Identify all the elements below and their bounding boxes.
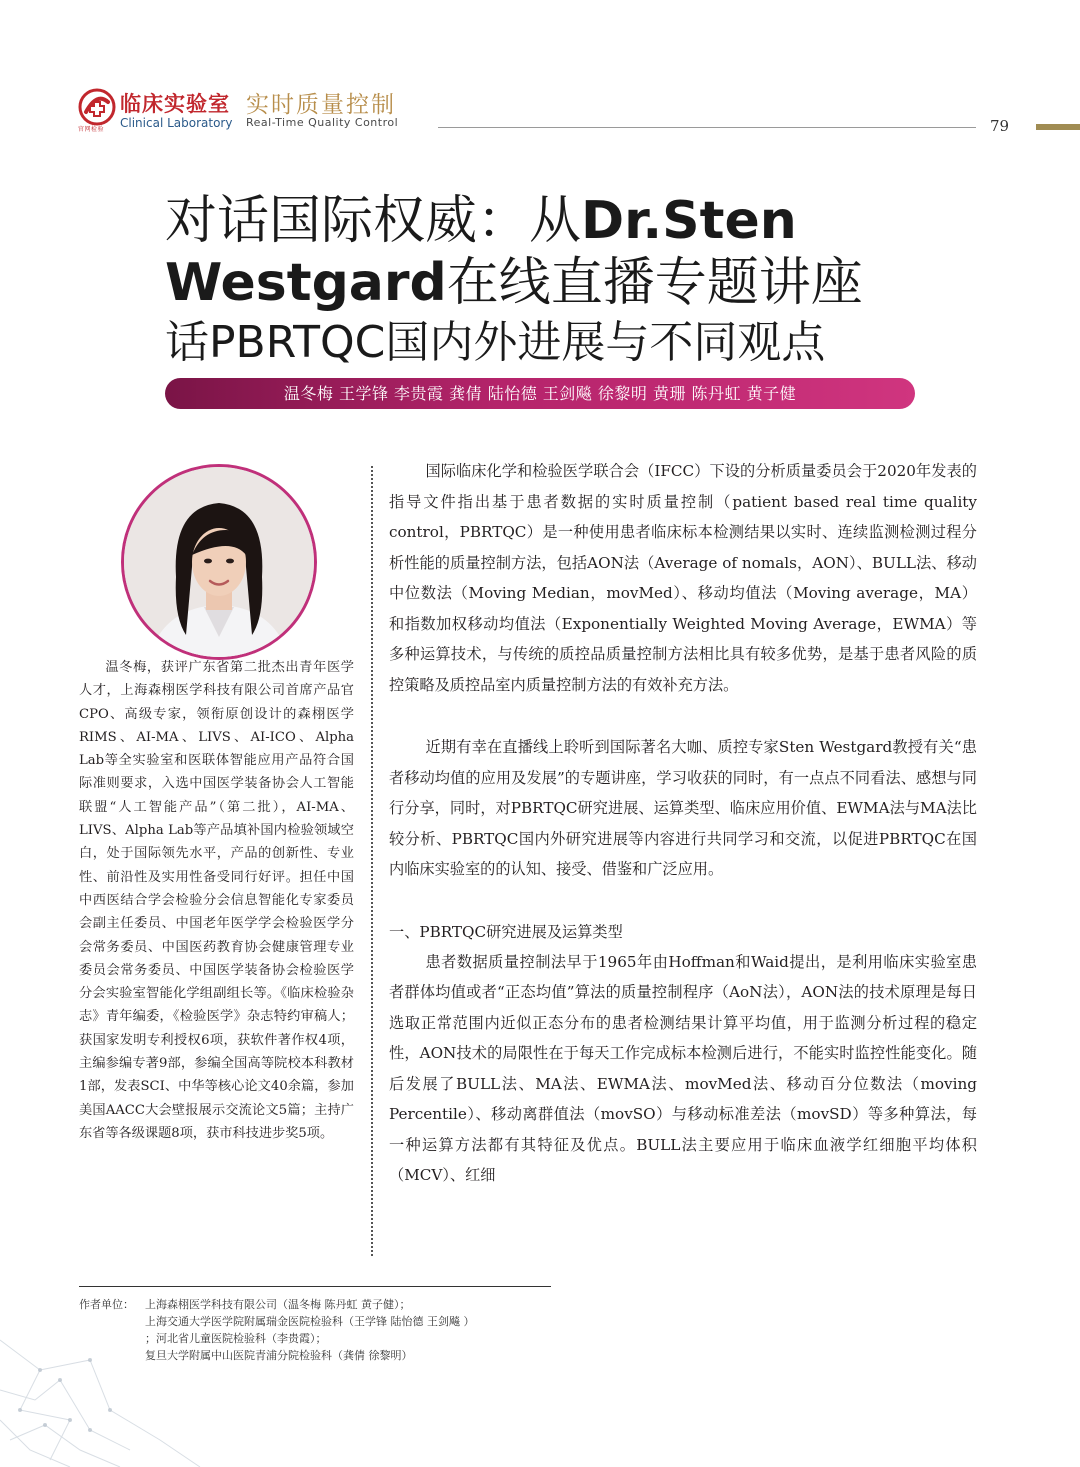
author-list: 温冬梅 王学锋 李贵霞 龚倩 陆怡德 王剑飚 徐黎明 黄珊 陈丹虹 黄子健	[165, 378, 915, 409]
author-portrait	[121, 464, 317, 660]
body-paragraph-1: 国际临床化学和检验医学联合会（IFCC）下设的分析质量委员会于2020年发表的指导文件指出基于患者数据的实时质量控制（patient based real time quality control，PBRTQC）是一种使用患者临床标本检测结果以实时、连续监测检测过程分析性能的质量控制方法，包括AON法（Average of nomals，AON）、BULL法、移动中位数法（Moving Median，movMed）、移动均值法（Moving average，MA）和指数加权移动均值法（Exponentially Weighted Moving Average，EWMA）等多种运算技术，与传统的质控品质量控制方法相比具有较多优势，是基于患者风险的质控策略及质控品室内质量控制方法的有效补充方法。	[389, 462, 977, 694]
title-line-1	[165, 190, 965, 252]
affiliation-line: 复旦大学附属中山医院青浦分院检验科（龚倩 徐黎明）	[145, 1349, 413, 1362]
brand-name-cn: 临床实验室	[120, 92, 230, 116]
article-title	[165, 190, 965, 372]
article-body	[389, 456, 977, 1191]
page-number: 79	[990, 117, 1010, 135]
author-portrait-illustration	[124, 467, 314, 657]
title-line-2-cn: 在线直播专题讲座	[446, 253, 863, 313]
header-rule	[438, 127, 976, 128]
logo-subtext: 官网检验	[78, 126, 105, 133]
body-paragraph-2: 近期有幸在直播线上聆听到国际著名大咖、质控专家Sten Westgard教授有关“患者移动均值的应用及发展”的专题讲座，学习收获的同时，有一点点不同看法、感想与同行分享，同时，对PBRTQC研究进展、运算类型、临床应用价值、EWMA法与MA法比较分析、PBRTQC国内外研究进展等内容进行共同学习和交流，以促进PBRTQC在国内临床实验室的的认知、接受、借鉴和广泛应用。	[389, 738, 977, 878]
brand-name-en: Clinical Laboratory	[120, 116, 233, 130]
page-tab	[1036, 124, 1080, 130]
title-line-1-cn: 对话国际权威：从	[165, 191, 582, 251]
section-title-cn: 实时质量控制	[246, 92, 396, 118]
clinical-lab-logo-icon	[78, 88, 116, 126]
author-bio: 温冬梅，获评广东省第二批杰出青年医学人才，上海森栩医学科技有限公司首席产品官CPO、高级专家，领衔原创设计的森栩医学RIMS、AI-MA、LIVS、AI-ICO、Alpha Lab等全实验室和医联体智能应用产品符合国际准则要求，入选中国医学装备协会人工智能联盟“人工智能产品”（第二批），AI-MA、LIVS、Alpha Lab等产品填补国内检验领域空白，处于国际领先水平，产品的创新性、专业性、前沿性及实用性备受同行好评。担任中国中西医结合学会检验分会信息智能化专家委员会副主任委员、中国老年医学学会检验医学分会常务委员、中国医药教育协会健康管理专业委员会常务委员、中国医学装备协会检验医学分会实验室智能化学组副组长等。《临床检验杂志》青年编委，《检验医学》杂志特约审稿人；获国家发明专利授权6项，获软件著作权4项，主编参编专著9部，参编全国高等院校本科教材1部，发表SCI、中华等核心论文40余篇，参加美国AACC大会壁报展示交流论文5篇；主持广东省等各级课题8项，获市科技进步奖5项。	[79, 660, 354, 1141]
column-divider	[371, 466, 373, 1256]
body-paragraph-3: 患者数据质量控制法早于1965年由Hoffman和Waid提出，是利用临床实验室患者群体均值或者“正态均值”算法的质量控制程序（AoN法），AON法的技术原理是每日选取正常范围内近似正态分布的患者检测结果计算平均值，用于监测分析过程的稳定性，AON技术的局限性在于每天工作完成标本检测后进行，不能实时监控性能变化。随后发展了BULL法、MA法、EWMA法、movMed法、移动百分位数法（moving Percentile）、移动离群值法（movSO）与移动标准差法（movSD）等多种算法，每一种运算方法都有其特征及优点。BULL法主要应用于临床血液学红细胞平均体积（MCV）、红细	[389, 952, 977, 1184]
title-line-3: 话PBRTQC国内外进展与不同观点	[165, 317, 826, 368]
network-decoration	[0, 1300, 230, 1467]
affiliation-line: 上海交通大学医学院附属瑞金医院检验科（王学锋 陆怡德 王剑飚 ）	[145, 1315, 475, 1328]
section-heading: 一、PBRTQC研究进展及运算类型	[389, 922, 623, 941]
footnote-rule	[79, 1286, 551, 1287]
section-title-en: Real-Time Quality Control	[246, 116, 399, 129]
affiliation-line: 上海森栩医学科技有限公司（温冬梅 陈丹虹 黄子健）；	[145, 1298, 411, 1311]
affiliation-line: ；河北省儿童医院检验科（李贵霞）；	[145, 1332, 327, 1345]
title-line-2	[165, 252, 965, 314]
masthead	[78, 84, 458, 134]
affiliations-label: 作者单位：	[79, 1298, 134, 1311]
title-line-2-latin: Westgard	[165, 253, 447, 313]
title-line-1-latin: Dr.Sten	[581, 191, 797, 251]
